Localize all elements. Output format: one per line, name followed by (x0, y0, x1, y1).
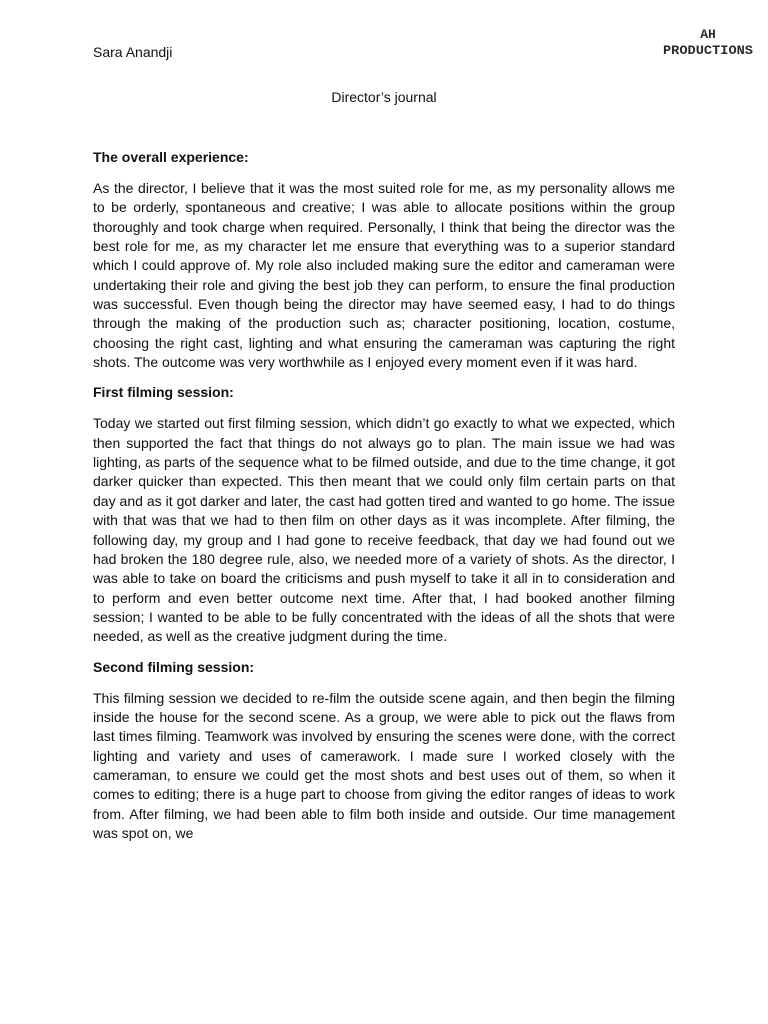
section-second-filming-session (93, 658, 675, 844)
section-paragraph: As the director, I believe that it was the most suited role for me, as my personality allows me to be orderly, spontaneous and creative; I was able to allocate positions within the group thoroughly and took charge when required. Personally, I think that being the director was the best role for me, as my character let me ensure that everything was to a superior standard which I could approve of. My role also included making sure the editor and cameraman were undertaking their role and giving the best job they can perform, to ensure the final production was successful. Even though being the director may have seemed easy, I had to do things through the making of the production such as; character positioning, location, costume, choosing the right cast, lighting and what ensuring the cameraman was capturing the right shots. The outcome was very worthwhile as I enjoyed every moment even if it was hard. (93, 180, 675, 371)
document-title: Director’s journal (331, 89, 437, 105)
section-overall-experience (93, 148, 675, 372)
ah-productions-logo (662, 22, 754, 62)
logo-wordmark: PRODUCTIONS (663, 43, 754, 58)
section-first-filming-session (93, 383, 675, 646)
journal-body (93, 148, 675, 854)
author-name: Sara Anandji (93, 44, 173, 60)
section-heading: Second filming session: (93, 658, 255, 675)
section-heading: The overall experience: (93, 149, 249, 165)
section-heading: First filming session: (93, 384, 234, 401)
section-paragraph: Today we started out first filming session, which didn’t go exactly to what we expected, which then supported the fact that things do not always go to plan. The main issue we had was lighting, as parts of the sequence what to be filmed outside, and due to the time change, it got darker quicker than expected. This then meant that we could only film certain parts on that day and as it got darker and later, the cast had gotten tired and wanted to go home. The issue with that was that we had to then film on other days as it was incomplete. After filming, the following day, my group and I had gone to receive feedback, that day we had found out we had broken the 180 degree rule, also, we needed more of a variety of shots. As the director, I was able to take on board the criticisms and push myself to take it all in to consideration and to perform and even better outcome next time. After that, I had booked another filming session; I wanted to be able to be fully concentrated with the ideas of all the shots that were needed, as well as the creative judgment during the time. (93, 415, 675, 645)
logo-initials: AH (700, 27, 716, 42)
section-paragraph: This filming session we decided to re-film the outside scene again, and then begin the filming inside the house for the second scene. As a group, we were able to pick out the flaws from last times filming. Teamwork was involved by ensuring the scenes were done, with the correct lighting and variety and uses of camerawork. I made sure I worked closely with the cameraman, to ensure we could get the most shots and best uses out of them, so when it comes to editing; there is a huge part to choose from giving the editor ranges of ideas to work from. After filming, we had been able to film both inside and outside. Our time management was spot on, we (93, 689, 675, 841)
